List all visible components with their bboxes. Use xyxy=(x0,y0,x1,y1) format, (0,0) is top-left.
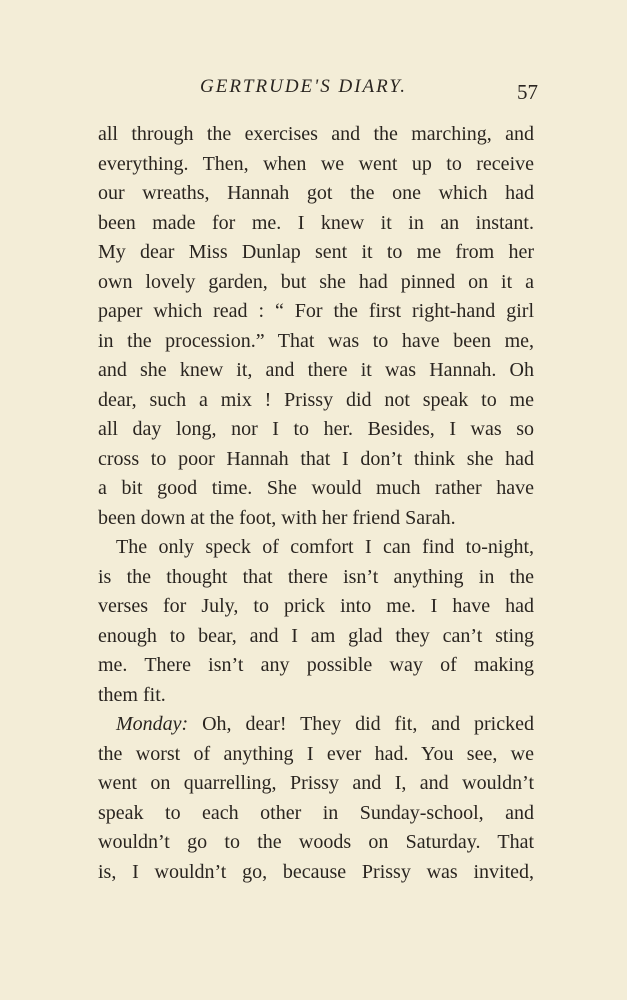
text-line: wouldn’t go to the woods on Saturday. That xyxy=(98,831,534,853)
text-line: The only speck of comfort I can find to-night, xyxy=(116,536,534,558)
text-line: dear, such a mix ! Prissy did not speak to me xyxy=(98,388,534,411)
text-line: me. There isn’t any possible way of making xyxy=(98,654,534,676)
text-line: went on quarrelling, Prissy and I, and wouldn’t xyxy=(98,772,534,794)
text-line: everything. Then, when we went up to receive xyxy=(98,152,534,175)
text-segment: Oh, dear! They did fit, and pricked xyxy=(188,713,534,735)
text-line: cross to poor Hannah that I don’t think she had xyxy=(98,447,534,470)
running-head: GERTRUDE'S DIARY. xyxy=(200,76,407,97)
text-line: paper which read : “ For the first right-hand girl xyxy=(98,300,534,322)
text-line: is, I wouldn’t go, because Prissy was invited, xyxy=(98,860,534,883)
text-line: them fit. xyxy=(98,683,166,706)
text-line: is the thought that there isn’t anything in the xyxy=(98,565,534,588)
text-line: the worst of anything I ever had. You see, we xyxy=(98,742,534,765)
body-text xyxy=(98,120,534,887)
text-line: been made for me. I knew it in an instant. xyxy=(98,211,534,234)
text-line: in the procession.” That was to have been me, xyxy=(98,329,534,352)
text-line: speak to each other in Sunday-school, and xyxy=(98,801,534,824)
text-line: all through the exercises and the marching, and xyxy=(98,123,534,145)
page-number: 57 xyxy=(517,80,538,104)
text-line: own lovely garden, but she had pinned on it a xyxy=(98,270,534,293)
date-heading: Monday: xyxy=(116,713,189,735)
text-line: been down at the foot, with her friend Sarah. xyxy=(98,506,456,529)
text-line: enough to bear, and I am glad they can’t sting xyxy=(98,624,534,647)
text-line: and she knew it, and there it was Hannah. Oh xyxy=(98,359,534,381)
text-line: verses for July, to prick into me. I have had xyxy=(98,595,534,617)
text-line: My dear Miss Dunlap sent it to me from her xyxy=(98,241,534,263)
text-line: our wreaths, Hannah got the one which had xyxy=(98,182,534,204)
text-line: a bit good time. She would much rather have xyxy=(98,477,534,499)
text-line-with-date xyxy=(98,710,534,740)
text-line: all day long, nor I to her. Besides, I was so xyxy=(98,418,534,440)
